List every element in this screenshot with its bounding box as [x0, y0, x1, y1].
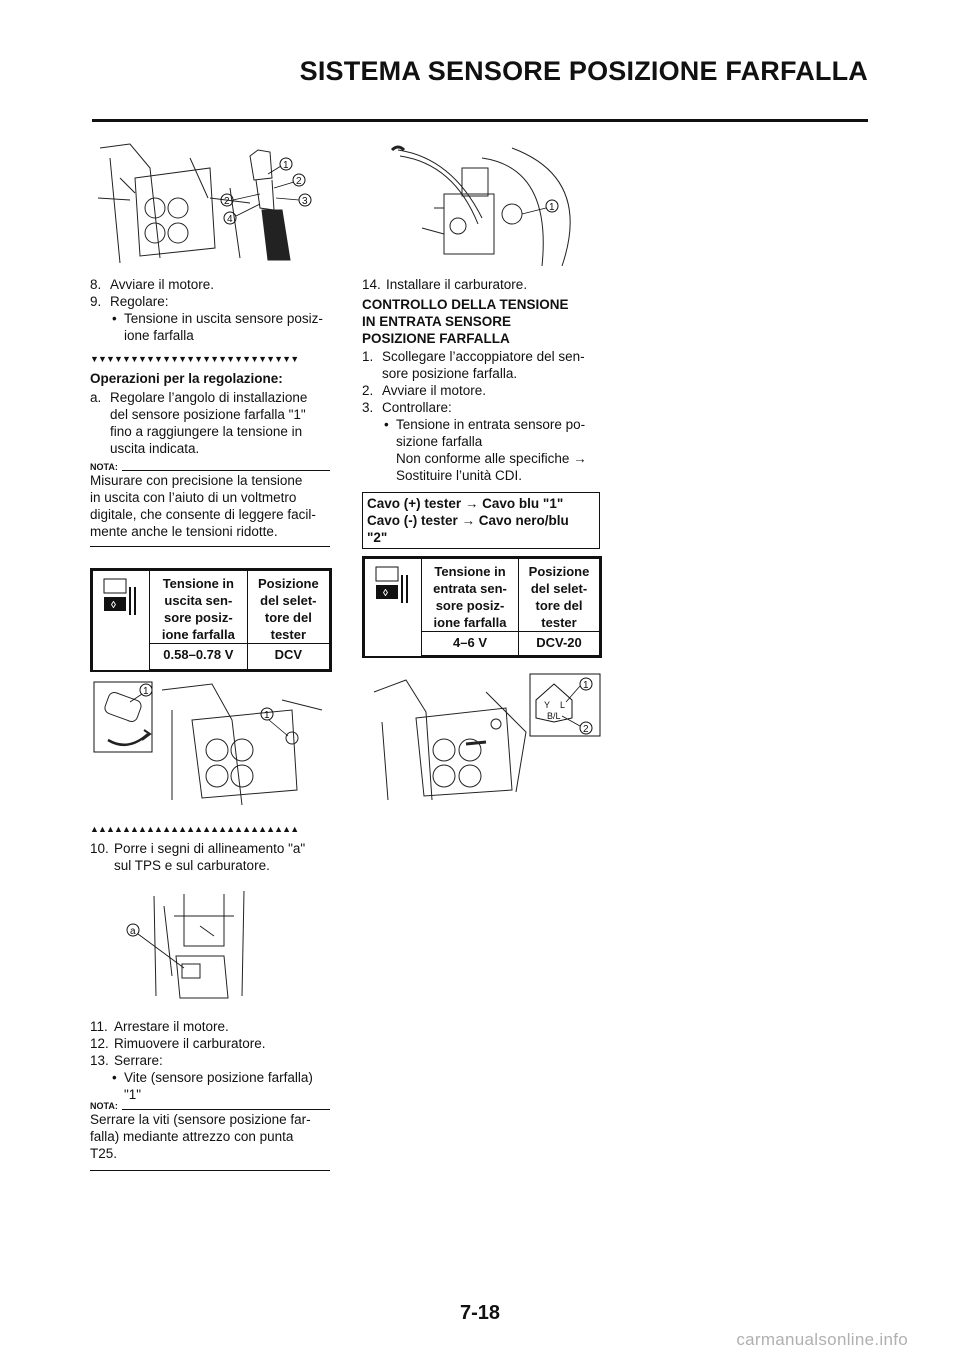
figure-carburetor — [362, 138, 602, 266]
step-text: Regolare: — [110, 294, 169, 309]
bullet-icon: • — [384, 417, 389, 432]
callout-1: 1 — [264, 710, 270, 721]
callout-2: 2 — [296, 176, 302, 187]
step-number: 11. — [90, 1019, 108, 1034]
step-number: 1. — [362, 349, 374, 364]
step-text: Installare il carburatore. — [386, 277, 528, 292]
page-number: 7-18 — [459, 1302, 501, 1324]
page-title: SISTEMA SENSORE POSIZIONE FARFALLA — [299, 56, 868, 86]
figure-tps-connector — [90, 138, 330, 266]
col-header-voltage: Tensione in entrata sen- sore posiz- ione farfalla — [422, 559, 519, 632]
step-number: 13. — [90, 1053, 109, 1068]
figure-alignment-marks — [124, 886, 274, 1004]
section-heading: CONTROLLO DELLA TENSIONE IN ENTRATA SENSORE POSIZIONE FARFALLA — [362, 297, 569, 346]
procedure-start-marker: ▼▼▼▼▼▼▼▼▼▼▼▼▼▼▼▼▼▼▼▼▼▼▼▼▼▼ — [90, 354, 299, 364]
op-text: Regolare l’angolo di installazione del sensore posizione farfalla "1" fino a raggiungere la tensione in uscita indicata. — [110, 390, 308, 456]
step-number: 10. — [90, 841, 109, 856]
figure-connector-check — [366, 672, 602, 804]
tester-connection-box: Cavo (+) tester → Cavo blu "1" Cavo (-) tester → Cavo nero/blu "2" — [362, 492, 600, 549]
bullet-text: Tensione in entrata sensore po- sizione farfalla Non conforme alle specifiche → Sostituire l’unità CDI. — [396, 417, 587, 483]
watermark: carmanualsonline.info — [736, 1330, 908, 1349]
nota-text: Misurare con precisione la tensione in uscita con l’aiuto di un voltmetro digitale, che consente di leggere facil- mente anche le tensioni ridotte. — [90, 472, 330, 547]
callout-a: a — [130, 926, 136, 937]
bullet-icon: • — [112, 311, 117, 326]
multimeter-icon — [102, 577, 140, 621]
callout-1: 1 — [583, 680, 589, 691]
callout-2: 2 — [224, 196, 230, 207]
step-text: Rimuovere il carburatore. — [114, 1036, 266, 1051]
step-text: Porre i segni di allineamento "a" sul TPS e sul carburatore. — [114, 841, 306, 873]
col-header-selector: Posizione del selet- tore del tester — [519, 559, 600, 632]
step-text: Avviare il motore. — [382, 383, 487, 398]
callout-2: 2 — [583, 724, 589, 735]
wire-label-yellow: Y — [544, 700, 551, 710]
step-number: 9. — [90, 294, 102, 309]
step-number: 14. — [362, 277, 381, 292]
callout-1: 1 — [283, 160, 289, 171]
step-text: Controllare: — [382, 400, 452, 415]
step-number: 12. — [90, 1036, 109, 1051]
spec-value-voltage: 0.58–0.78 V — [150, 644, 248, 670]
header-rule — [92, 119, 868, 122]
svg-text:◊: ◊ — [383, 588, 388, 599]
wire-label-blue: L — [560, 700, 566, 710]
bullet-text: Tensione in uscita sensore posiz- ione farfalla — [124, 311, 323, 343]
bullet-icon: • — [112, 1070, 117, 1085]
step-number: 2. — [362, 383, 374, 398]
spec-value-selector: DCV-20 — [519, 632, 600, 656]
op-letter: a. — [90, 390, 102, 405]
wire-label-black-blue: B/L — [547, 711, 561, 721]
multimeter-icon — [374, 565, 412, 609]
callout-1: 1 — [549, 202, 555, 213]
nota-label: NOTA: — [90, 462, 118, 472]
col-header-selector: Posizione del selet- tore del tester — [247, 571, 329, 644]
step-number: 8. — [90, 277, 102, 292]
spec-table — [362, 556, 602, 658]
svg-text:◊: ◊ — [111, 600, 116, 611]
procedure-end-marker: ▲▲▲▲▲▲▲▲▲▲▲▲▲▲▲▲▲▲▲▲▲▲▲▲▲▲ — [90, 824, 299, 834]
bullet-text: Vite (sensore posizione farfalla) "1" — [124, 1070, 313, 1102]
nota-box — [90, 463, 330, 547]
callout-1: 1 — [143, 686, 149, 697]
nota-label: NOTA: — [90, 1101, 118, 1111]
step-text: Arrestare il motore. — [114, 1019, 229, 1034]
spec-value-voltage: 4–6 V — [422, 632, 519, 656]
ops-heading: Operazioni per la regolazione: — [90, 371, 283, 386]
nota-text: Serrare la viti (sensore posizione far- falla) mediante attrezzo con punta T25. — [90, 1111, 330, 1171]
step-number: 3. — [362, 400, 374, 415]
callout-3: 3 — [302, 196, 308, 207]
spec-table — [90, 568, 332, 672]
figure-tps-adjust — [92, 680, 330, 810]
spec-value-selector: DCV — [247, 644, 329, 670]
callout-4: 4 — [227, 214, 233, 225]
step-text: Serrare: — [114, 1053, 163, 1068]
col-header-voltage: Tensione in uscita sen- sore posiz- ione farfalla — [150, 571, 248, 644]
nota-box — [90, 1102, 330, 1171]
step-text: Scollegare l’accoppiatore del sen- sore posizione farfalla. — [382, 349, 585, 381]
step-text: Avviare il motore. — [110, 277, 215, 292]
